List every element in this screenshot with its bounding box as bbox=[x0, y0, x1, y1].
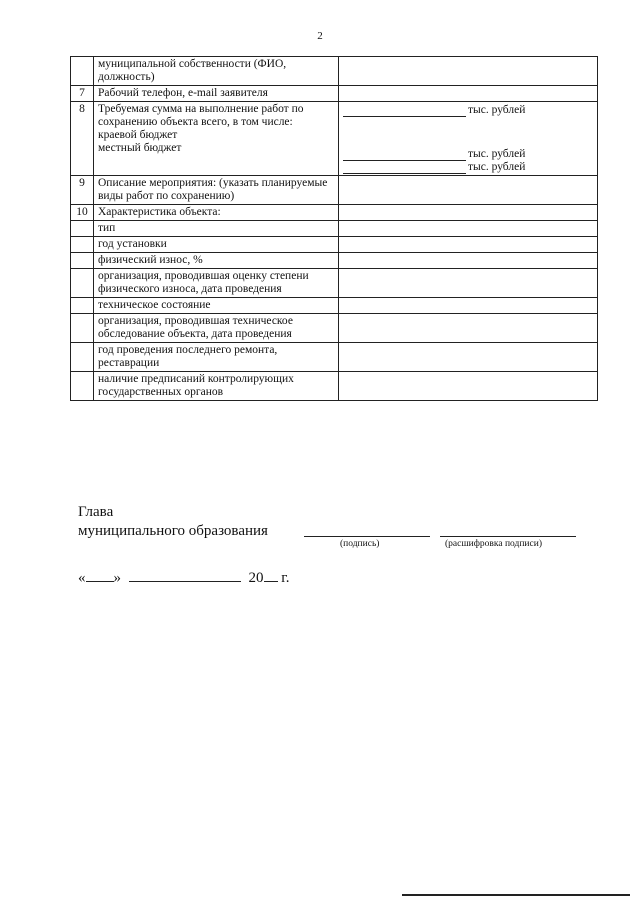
signature-decode-field[interactable] bbox=[440, 536, 576, 537]
table-row bbox=[71, 102, 598, 176]
regional-budget-label: краевой бюджет bbox=[98, 129, 178, 141]
table-row bbox=[71, 176, 598, 205]
table-row bbox=[71, 86, 598, 102]
row-number: 7 bbox=[71, 86, 94, 102]
row-value-cell[interactable] bbox=[339, 86, 598, 102]
sum-total-blank[interactable] bbox=[343, 106, 466, 117]
table-row bbox=[71, 237, 598, 253]
footer-divider bbox=[402, 894, 630, 896]
table-row bbox=[71, 343, 598, 372]
row-label: Описание мероприятия: (указать планируемые виды работ по сохранению) bbox=[94, 176, 339, 205]
row-number bbox=[71, 57, 94, 86]
date-year-prefix: 20 bbox=[248, 570, 264, 586]
row-label: физический износ, % bbox=[94, 253, 339, 269]
application-form-table bbox=[70, 56, 598, 401]
date-line bbox=[78, 569, 289, 587]
sum-total-unit: тыс. рублей bbox=[468, 104, 526, 116]
sum-total-field[interactable] bbox=[343, 104, 593, 117]
regional-budget-field[interactable] bbox=[343, 148, 593, 161]
row-label: год установки bbox=[94, 237, 339, 253]
row-label: техническое состояние bbox=[94, 298, 339, 314]
row-value-cell[interactable] bbox=[339, 298, 598, 314]
row-label: организация, проводившая оценку степени физического износа, дата проведения bbox=[94, 269, 339, 298]
sum-total-label: Требуемая сумма на выполнение работ по сохранению объекта всего, в том числе: bbox=[98, 103, 304, 128]
signature-title bbox=[78, 503, 268, 541]
date-year-suffix: г. bbox=[281, 570, 290, 586]
table-row bbox=[71, 57, 598, 86]
row-number: 9 bbox=[71, 176, 94, 205]
signature-title-line1: Глава bbox=[78, 504, 114, 520]
date-close-quote: » bbox=[113, 570, 121, 586]
row-label: муниципальной собственности (ФИО, должность) bbox=[94, 57, 339, 86]
signature-field[interactable] bbox=[304, 536, 430, 537]
row-number bbox=[71, 372, 94, 401]
local-budget-unit: тыс. рублей bbox=[468, 161, 526, 173]
row-label: наличие предписаний контролирующих государственных органов bbox=[94, 372, 339, 401]
row-label bbox=[94, 102, 339, 176]
row-number: 8 bbox=[71, 102, 94, 176]
row-number bbox=[71, 343, 94, 372]
local-budget-label: местный бюджет bbox=[98, 142, 182, 154]
row-label: Характеристика объекта: bbox=[94, 205, 339, 221]
date-day-field[interactable] bbox=[86, 569, 114, 582]
date-year-field[interactable] bbox=[264, 569, 278, 582]
row-number bbox=[71, 253, 94, 269]
date-open-quote: « bbox=[78, 570, 86, 586]
table-row bbox=[71, 205, 598, 221]
row-number bbox=[71, 314, 94, 343]
row-number bbox=[71, 237, 94, 253]
row-label: год проведения последнего ремонта, реставрации bbox=[94, 343, 339, 372]
table-row bbox=[71, 221, 598, 237]
row-number: 10 bbox=[71, 205, 94, 221]
row-value-cell[interactable] bbox=[339, 176, 598, 205]
regional-budget-unit: тыс. рублей bbox=[468, 148, 526, 160]
row-value-cell[interactable] bbox=[339, 314, 598, 343]
signature-title-line2: муниципального образования bbox=[78, 523, 268, 539]
row-value-cell[interactable] bbox=[339, 372, 598, 401]
row-value-cell[interactable] bbox=[339, 343, 598, 372]
row-value-cell bbox=[339, 102, 598, 176]
row-label: тип bbox=[94, 221, 339, 237]
local-budget-blank[interactable] bbox=[343, 163, 466, 174]
table-row bbox=[71, 253, 598, 269]
table-row bbox=[71, 314, 598, 343]
row-label: организация, проводившая техническое обследование объекта, дата проведения bbox=[94, 314, 339, 343]
row-value-cell[interactable] bbox=[339, 221, 598, 237]
signature-caption: (подпись) bbox=[340, 539, 380, 549]
row-label: Рабочий телефон, e-mail заявителя bbox=[94, 86, 339, 102]
row-value-cell[interactable] bbox=[339, 57, 598, 86]
row-number bbox=[71, 221, 94, 237]
row-value-cell[interactable] bbox=[339, 269, 598, 298]
regional-budget-blank[interactable] bbox=[343, 150, 466, 161]
row-value-cell[interactable] bbox=[339, 237, 598, 253]
row-value-cell[interactable] bbox=[339, 205, 598, 221]
date-month-field[interactable] bbox=[129, 569, 241, 582]
signature-decode-caption: (расшифровка подписи) bbox=[445, 539, 542, 549]
page-number: 2 bbox=[317, 30, 323, 42]
table-row bbox=[71, 298, 598, 314]
row-number bbox=[71, 269, 94, 298]
row-value-cell[interactable] bbox=[339, 253, 598, 269]
table-row bbox=[71, 372, 598, 401]
local-budget-field[interactable] bbox=[343, 161, 593, 174]
table-row bbox=[71, 269, 598, 298]
row-number bbox=[71, 298, 94, 314]
